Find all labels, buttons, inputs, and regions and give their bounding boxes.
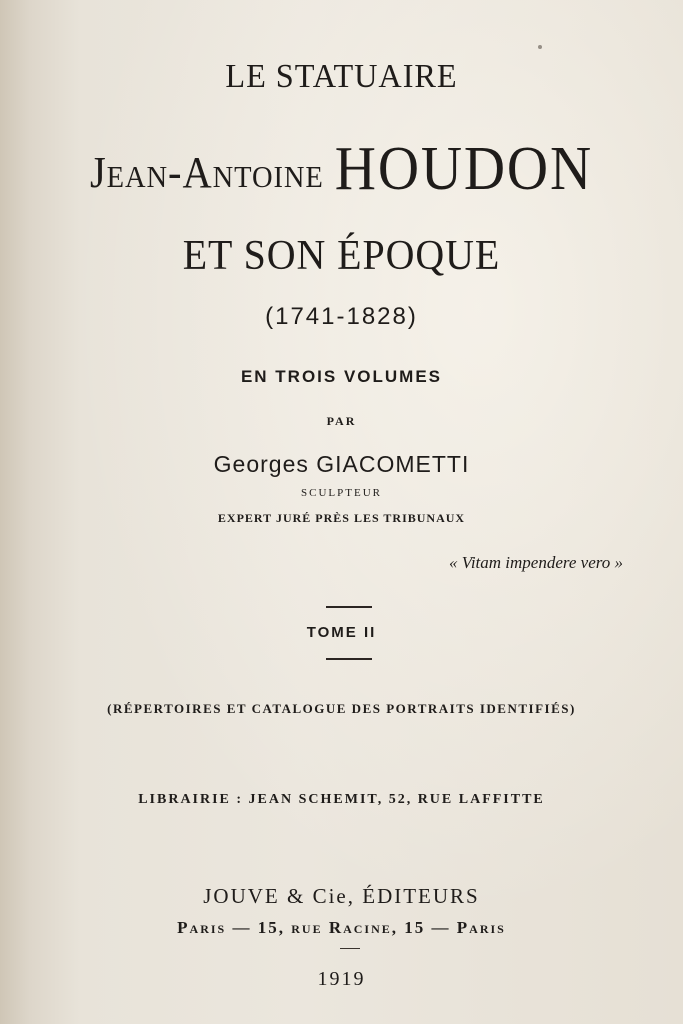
motto: « Vitam impendere vero » (448, 553, 623, 572)
by-label: PAR (326, 414, 357, 428)
small-divider (340, 948, 360, 949)
writer-role: SCULPTEUR (301, 487, 382, 499)
book-title (27, 134, 655, 205)
bookseller: LIBRAIRIE : JEAN SCHEMIT, 52, RUE LAFFITTE (138, 792, 545, 807)
paper-speck (538, 45, 542, 49)
tome-label: TOME II (306, 624, 377, 641)
life-dates: (1741-1828) (265, 303, 418, 330)
writer-expertise: EXPERT JURÉ PRÈS LES TRIBUNAUX (217, 511, 466, 525)
publisher-address: Paris — 15, rue Racine, 15 — Paris (177, 918, 506, 937)
writer-name: Georges GIACOMETTI (213, 451, 470, 477)
author-first-names: Jean-Antoine (90, 148, 324, 197)
title-continuation: ET SON ÉPOQUE (182, 233, 501, 279)
series-title: LE STATUAIRE (225, 58, 458, 95)
volume-count: EN TROIS VOLUMES (240, 367, 443, 386)
divider-bottom (326, 658, 372, 660)
volume-subtitle: (RÉPERTOIRES ET CATALOGUE DES PORTRAITS IDENTIFIÉS) (107, 701, 576, 716)
divider-top (326, 606, 372, 608)
publication-year: 1919 (317, 968, 366, 990)
author-surname: HOUDON (334, 135, 593, 203)
publisher: JOUVE & Cie, ÉDITEURS (203, 884, 480, 908)
